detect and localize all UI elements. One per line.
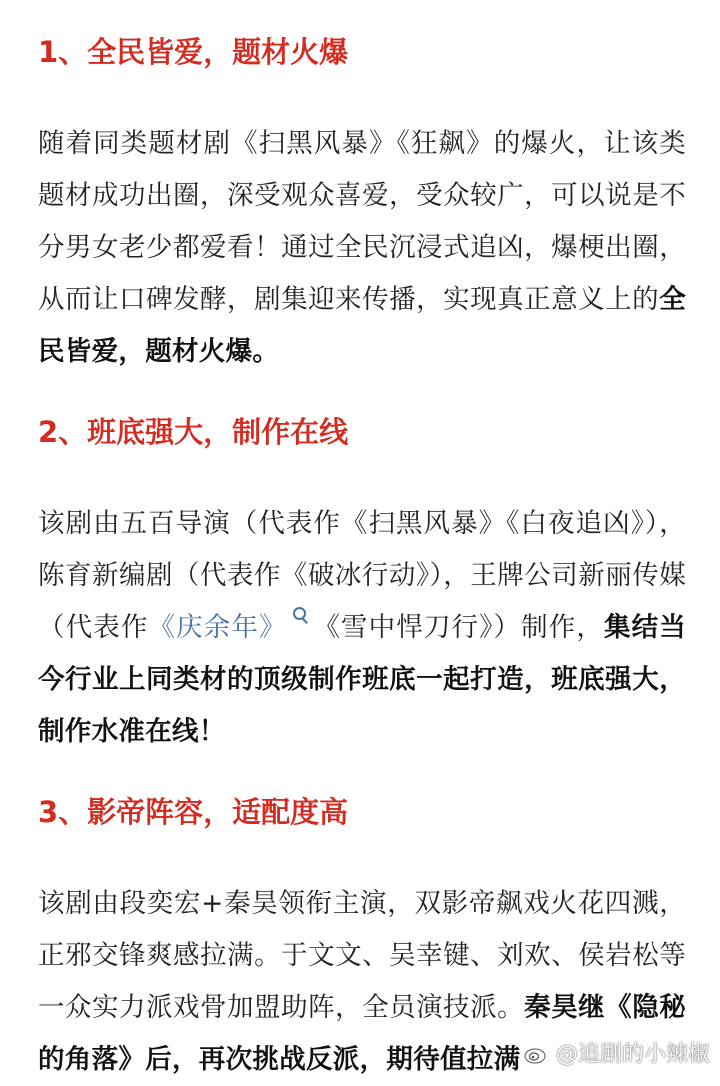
search-icon[interactable] xyxy=(291,606,311,626)
section-body-2-mid: 《雪中悍刀行》）制作， xyxy=(312,612,604,643)
section-body-3-text: 该剧由段奕宏+秦昊领衔主演，双影帝飙戏火花四溅，正邪交锋爽感拉满。于文文、吴幸键、刘欢、侯岩松等一众实力派戏骨加盟助阵，全员演技派。 xyxy=(38,888,686,1023)
weibo-icon xyxy=(524,1042,550,1064)
section-body-1-bold: 全民皆爱，题材火爆。 xyxy=(38,284,686,367)
section-body-1 xyxy=(38,118,686,378)
section-heading-1: 1、全民皆爱，题材火爆 xyxy=(38,35,349,69)
section-body-3-bold: 秦昊继《隐秘的角落》后，再次挑战反派，期待值拉满 xyxy=(38,992,686,1075)
watermark xyxy=(524,1037,710,1068)
section-body-1-text: 随着同类题材剧《扫黑风暴》《狂飙》的爆火，让该类题材成功出圈，深受观众喜爱，受众较广，可以说是不分男女老少都爱看！通过全民沉浸式追凶，爆梗出圈，从而让口碑发酵，剧集迎来传播，实现真正意义上的 xyxy=(38,128,686,315)
qingyunian-link[interactable]: 《庆余年》 xyxy=(148,612,287,643)
section-body-2-text: 该剧由五百导演（代表作《扫黑风暴》《白夜追凶》），陈育新编剧（代表作《破冰行动》），王牌公司新丽传媒（代表作 xyxy=(38,508,686,643)
section-heading-3: 3、影帝阵容，适配度高 xyxy=(38,795,349,829)
section-body-2-bold: 集结当今行业上同类材的顶级制作班底一起打造，班底强大，制作水准在线！ xyxy=(38,612,686,747)
section-body-2 xyxy=(38,498,686,758)
watermark-text: @追剧的小辣椒 xyxy=(555,1042,710,1067)
section-heading-2: 2、班底强大，制作在线 xyxy=(38,415,349,449)
